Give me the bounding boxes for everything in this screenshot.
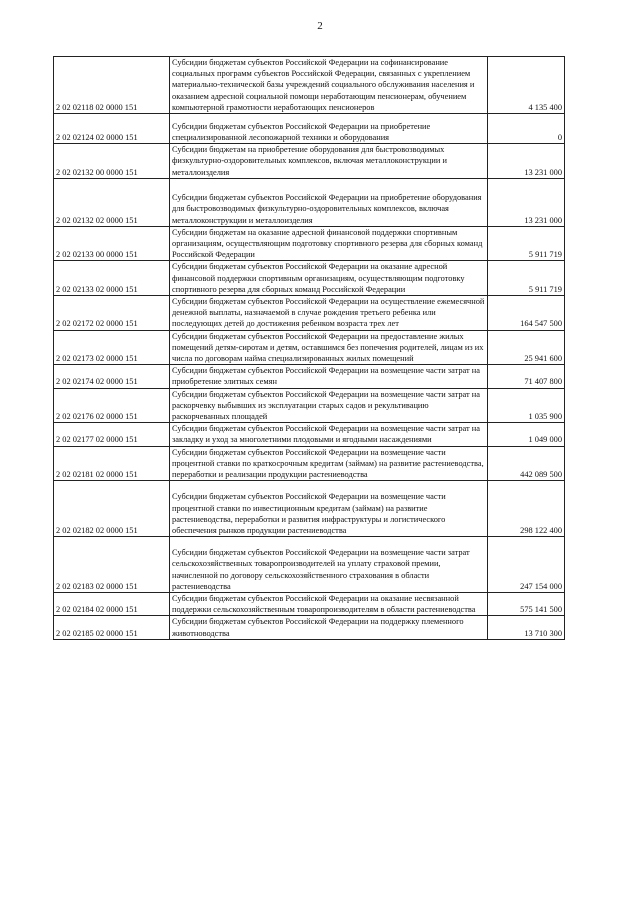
table-row <box>54 114 565 144</box>
description-text: Субсидии бюджетам субъектов Российской Федерации на возмещение части затрат на приобретение элитных семян <box>172 366 481 387</box>
description-text: Субсидии бюджетам субъектов Российской Федерации на возмещение части затрат на раскорчевку выбывших из эксплуатации старых садов и рекультивацию раскорчеванных площадей <box>172 389 481 422</box>
description-cell <box>170 481 488 537</box>
description-cell <box>170 57 488 114</box>
amount-cell: 13 231 000 <box>488 178 565 226</box>
table-row <box>54 388 565 423</box>
table-row <box>54 178 565 226</box>
table-row <box>54 144 565 179</box>
amount-cell: 25 941 600 <box>488 330 565 365</box>
table-row <box>54 481 565 537</box>
table-row <box>54 261 565 296</box>
amount-cell: 71 407 800 <box>488 365 565 388</box>
subsidies-table-body <box>54 57 565 640</box>
budget-code-cell: 2 02 02124 02 0000 151 <box>54 114 170 144</box>
description-cell <box>170 537 488 593</box>
description-cell <box>170 593 488 616</box>
description-cell <box>170 261 488 296</box>
page-number: 2 <box>317 20 323 32</box>
budget-code-cell: 2 02 02183 02 0000 151 <box>54 537 170 593</box>
table-row <box>54 296 565 331</box>
table-row <box>54 423 565 446</box>
description-text: Субсидии бюджетам субъектов Российской Федерации на осуществление ежемесячной денежной выплаты, назначаемой в случае рождения третьего ребенка или последующих детей до достижения ребенком возраста трех лет <box>172 297 485 329</box>
table-row <box>54 330 565 365</box>
description-text: Субсидии бюджетам на приобретение оборудования для быстровозводимых физкультурно-оздоровительных комплексов, включая металлоконструкции и металлоизделия <box>172 145 447 177</box>
description-text: Субсидии бюджетам субъектов Российской Федерации на оказание несвязанной поддержки сельскохозяйственным товаропроизводителям в области растениеводства <box>172 594 476 615</box>
description-cell <box>170 296 488 331</box>
budget-code-cell: 2 02 02184 02 0000 151 <box>54 593 170 616</box>
description-cell <box>170 388 488 423</box>
budget-code-cell: 2 02 02118 02 0000 151 <box>54 57 170 114</box>
amount-cell: 5 911 719 <box>488 261 565 296</box>
amount-cell: 0 <box>488 114 565 144</box>
description-cell <box>170 330 488 365</box>
description-text: Субсидии бюджетам субъектов Российской Федерации на приобретение оборудования для быстровозводимых физкультурно-оздоровительных комплексов, включая металлоконструкции и металлоизделия <box>172 193 482 225</box>
amount-cell: 442 089 500 <box>488 446 565 481</box>
budget-code-cell: 2 02 02133 02 0000 151 <box>54 261 170 296</box>
budget-code-cell: 2 02 02174 02 0000 151 <box>54 365 170 388</box>
description-text: Субсидии бюджетам субъектов Российской Федерации на софинансирование социальных программ субъектов Российской Федерации, связанных с укреплением материально-технической базы учреждений социального обслуживания населения и оказанием адресной социальной помощи неработающим пенсионерам, обучением компьютерной грамотности неработающих пенсионеров <box>172 58 475 112</box>
table-row <box>54 537 565 593</box>
description-text: Субсидии бюджетам субъектов Российской Федерации на предоставление жилых помещений детям-сиротам и детям, оставшимся без попечения родителей, лицам из их числа по договорам найма специализированных жилых помещений <box>172 331 484 364</box>
budget-code-cell: 2 02 02185 02 0000 151 <box>54 616 170 639</box>
amount-cell: 1 035 900 <box>488 388 565 423</box>
table-row <box>54 616 565 639</box>
table-row <box>54 365 565 388</box>
amount-cell: 13 710 300 <box>488 616 565 639</box>
amount-cell: 575 141 500 <box>488 593 565 616</box>
table-row <box>54 593 565 616</box>
description-cell <box>170 114 488 144</box>
budget-code-cell: 2 02 02181 02 0000 151 <box>54 446 170 481</box>
description-text: Субсидии бюджетам субъектов Российской Федерации на возмещение части затрат на закладку и уход за многолетними плодовыми и ягодными насаждениями <box>172 424 481 445</box>
description-text: Субсидии бюджетам на оказание адресной финансовой поддержки спортивным организациям, осуществляющим подготовку спортивного резерва для сборных команд Российской Федерации <box>172 227 483 260</box>
amount-cell: 5 911 719 <box>488 226 565 261</box>
description-cell <box>170 423 488 446</box>
description-text: Субсидии бюджетам субъектов Российской Федерации на поддержку племенного животноводства <box>172 617 464 638</box>
budget-code-cell: 2 02 02177 02 0000 151 <box>54 423 170 446</box>
description-cell <box>170 616 488 639</box>
amount-cell: 1 049 000 <box>488 423 565 446</box>
description-text: Субсидии бюджетам субъектов Российской Федерации на оказание адресной финансовой поддержки спортивным организациям, осуществляющим подготовку спортивного резерва для сборных команд Российской Федерации <box>172 262 465 294</box>
budget-code-cell: 2 02 02132 02 0000 151 <box>54 178 170 226</box>
description-text: Субсидии бюджетам субъектов Российской Федерации на возмещение части процентной ставки по инвестиционным кредитам (займам) на развитие растениеводства, переработки и развития инфраструктуры и логистического обеспечения рынков продукции растениеводства <box>172 492 446 535</box>
description-cell <box>170 144 488 179</box>
amount-cell: 13 231 000 <box>488 144 565 179</box>
budget-code-cell: 2 02 02133 00 0000 151 <box>54 226 170 261</box>
table-row <box>54 446 565 481</box>
budget-code-cell: 2 02 02176 02 0000 151 <box>54 388 170 423</box>
subsidies-table <box>53 56 565 640</box>
description-text: Субсидии бюджетам субъектов Российской Федерации на возмещение части процентной ставки по краткосрочным кредитам (займам) на развитие растениеводства, переработки и реализации продукции растениеводства <box>172 447 484 480</box>
amount-cell: 298 122 400 <box>488 481 565 537</box>
table-row <box>54 226 565 261</box>
amount-cell: 4 135 400 <box>488 57 565 114</box>
description-cell <box>170 365 488 388</box>
description-cell <box>170 226 488 261</box>
description-cell <box>170 178 488 226</box>
amount-cell: 247 154 000 <box>488 537 565 593</box>
description-cell <box>170 446 488 481</box>
amount-cell: 164 547 500 <box>488 296 565 331</box>
budget-code-cell: 2 02 02182 02 0000 151 <box>54 481 170 537</box>
description-text: Субсидии бюджетам субъектов Российской Федерации на возмещение части затрат сельскохозяйственных товаропроизводителей на уплату страховой премии, начисленной по договору сельскохозяйственного страхования в области растениеводства <box>172 548 470 591</box>
budget-code-cell: 2 02 02172 02 0000 151 <box>54 296 170 331</box>
table-row <box>54 57 565 114</box>
budget-code-cell: 2 02 02173 02 0000 151 <box>54 330 170 365</box>
description-text: Субсидии бюджетам субъектов Российской Федерации на приобретение специализированной лесопожарной техники и оборудования <box>172 121 431 142</box>
budget-code-cell: 2 02 02132 00 0000 151 <box>54 144 170 179</box>
